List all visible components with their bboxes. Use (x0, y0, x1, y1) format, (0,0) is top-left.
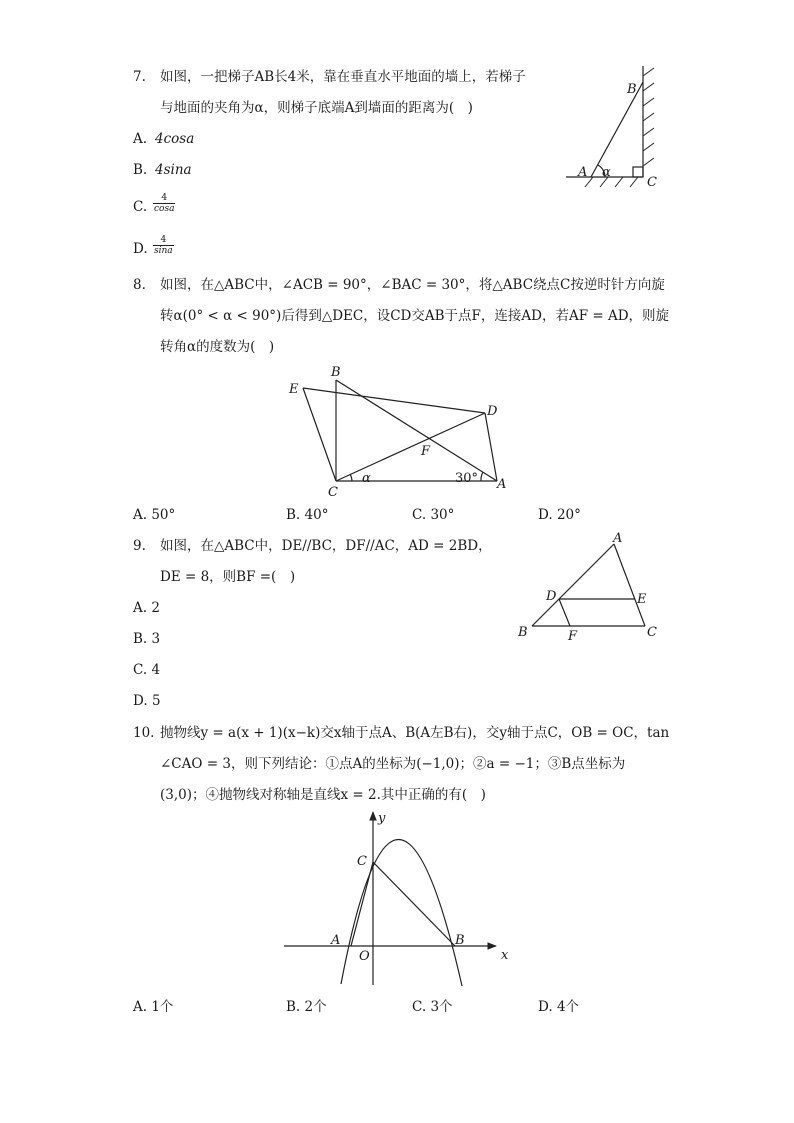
q9-label-a: A (613, 531, 623, 546)
q7-option-d-numerator: 4 (160, 235, 167, 245)
q9-label-d: D (546, 589, 557, 604)
q8-option-a-text: 50° (151, 507, 176, 523)
q9-option-c-letter: C. (133, 662, 148, 678)
q10-label-y: y (378, 811, 386, 826)
q9-label-e: E (637, 592, 647, 607)
q9-label-f: F (568, 629, 578, 644)
q9-option-d-text: 5 (151, 693, 161, 709)
q7-label-alpha: α (602, 165, 611, 180)
q7-label-a: A (578, 165, 588, 180)
q10-segment-ac (351, 862, 373, 946)
q8-label-d: D (487, 404, 498, 419)
q10-label-o: O (359, 949, 370, 964)
q9-label-c: C (647, 625, 657, 640)
q10-label-c: C (357, 854, 367, 869)
q10-label-b: B (455, 933, 465, 948)
q7-stem-line1: 如图，一把梯子AB长4米，靠在垂直水平地面的墙上，若梯子 (160, 69, 526, 85)
q10-option-a-letter: A. (133, 999, 148, 1015)
q8-label-f: F (421, 444, 431, 459)
q10-option-a-text: 1个 (151, 999, 174, 1015)
q9-option-b-letter: B. (133, 631, 148, 647)
q7-option-a-letter: A. (133, 131, 148, 147)
q7-option-d-letter: D. (133, 241, 148, 257)
q7-option-c-numerator: 4 (161, 193, 168, 203)
q7-option-c-denominator: cosa (154, 204, 175, 214)
q8-label-alpha: α (362, 471, 371, 486)
q10-stem-line3: (3,0)；④抛物线对称轴是直线x = 2.其中正确的有( ) (160, 787, 486, 803)
q7-option-c-letter: C. (133, 199, 148, 215)
q8-option-a-letter: A. (133, 507, 148, 523)
q10-label-x: x (501, 948, 509, 963)
q9-stem-line2: DE = 8，则BF =( ) (160, 569, 296, 585)
q8-label-c: C (328, 485, 338, 500)
q10-number: 10. (133, 725, 155, 741)
q10-stem-line2: ∠CAO = 3，则下列结论：①点A的坐标为(−1,0)；②a = −1；③B点坐标为 (160, 756, 626, 772)
q10-option-a (133, 998, 173, 1016)
q9-option-b-text: 3 (151, 631, 161, 647)
q8-stem-line2: 转α(0° < α < 90°)后得到△DEC，设CD交AB于点F，连接AD，若AF = AD，则旋 (160, 308, 670, 324)
q8-option-d-letter: D. (538, 507, 553, 523)
q8-label-b: B (331, 365, 341, 380)
q10-option-d (538, 998, 579, 1016)
q10-option-d-text: 4个 (556, 999, 580, 1015)
q9-number: 9. (133, 538, 146, 554)
q7-stem-line2: 与地面的夹角为α，则梯子底端A到墙面的距离为( ) (160, 100, 473, 116)
q10-option-c (412, 998, 453, 1016)
q10-option-b-letter: B. (286, 999, 301, 1015)
q10-label-a: A (331, 933, 341, 948)
q8-option-b-letter: B. (286, 507, 301, 523)
q9-option-a-letter: A. (133, 600, 148, 616)
q8-option-c-text: 30° (430, 507, 455, 523)
q10-option-c-letter: C. (412, 999, 427, 1015)
q9-label-b: B (518, 625, 528, 640)
q7-number: 7. (133, 69, 146, 85)
q9-option-d-letter: D. (133, 693, 148, 709)
q8-stem-line3: 转角α的度数为( ) (160, 339, 275, 355)
q8-label-30deg: 30° (455, 471, 479, 486)
q9-option-c-text: 4 (151, 662, 161, 678)
q8-number: 8. (133, 277, 146, 293)
q8-stem-line1: 如图，在△ABC中，∠ACB = 90°，∠BAC = 30°，将△ABC绕点C按逆时针方向旋 (160, 277, 665, 293)
q7-option-b-text: 4sina (155, 162, 192, 178)
q10-option-b (286, 998, 327, 1016)
q10-option-b-text: 2个 (304, 999, 327, 1015)
q10-segment-cb (373, 862, 455, 946)
q8-option-c-letter: C. (412, 507, 427, 523)
q7-option-a-text: 4cosa (155, 131, 195, 147)
q8-option-b-text: 40° (304, 507, 329, 523)
q8-option-d-text: 20° (556, 507, 581, 523)
q7-label-c: C (647, 175, 657, 190)
q9-stem-line1: 如图，在△ABC中，DE//BC，DF//AC，AD = 2BD， (160, 538, 492, 554)
q7-label-b: B (627, 82, 637, 97)
q10-option-d-letter: D. (538, 999, 553, 1015)
q8-label-e: E (289, 382, 299, 397)
q8-label-a: A (497, 477, 507, 492)
q10-stem-line1: 抛物线y = a(x + 1)(x−k)交x轴于点A、B(A左B右)，交y轴于点C，OB = OC，tan (160, 725, 670, 741)
q9-option-a-text: 2 (151, 600, 160, 616)
q10-option-c-text: 3个 (430, 999, 453, 1015)
q7-option-b-letter: B. (133, 162, 148, 178)
q7-option-d-denominator: sina (154, 246, 173, 256)
